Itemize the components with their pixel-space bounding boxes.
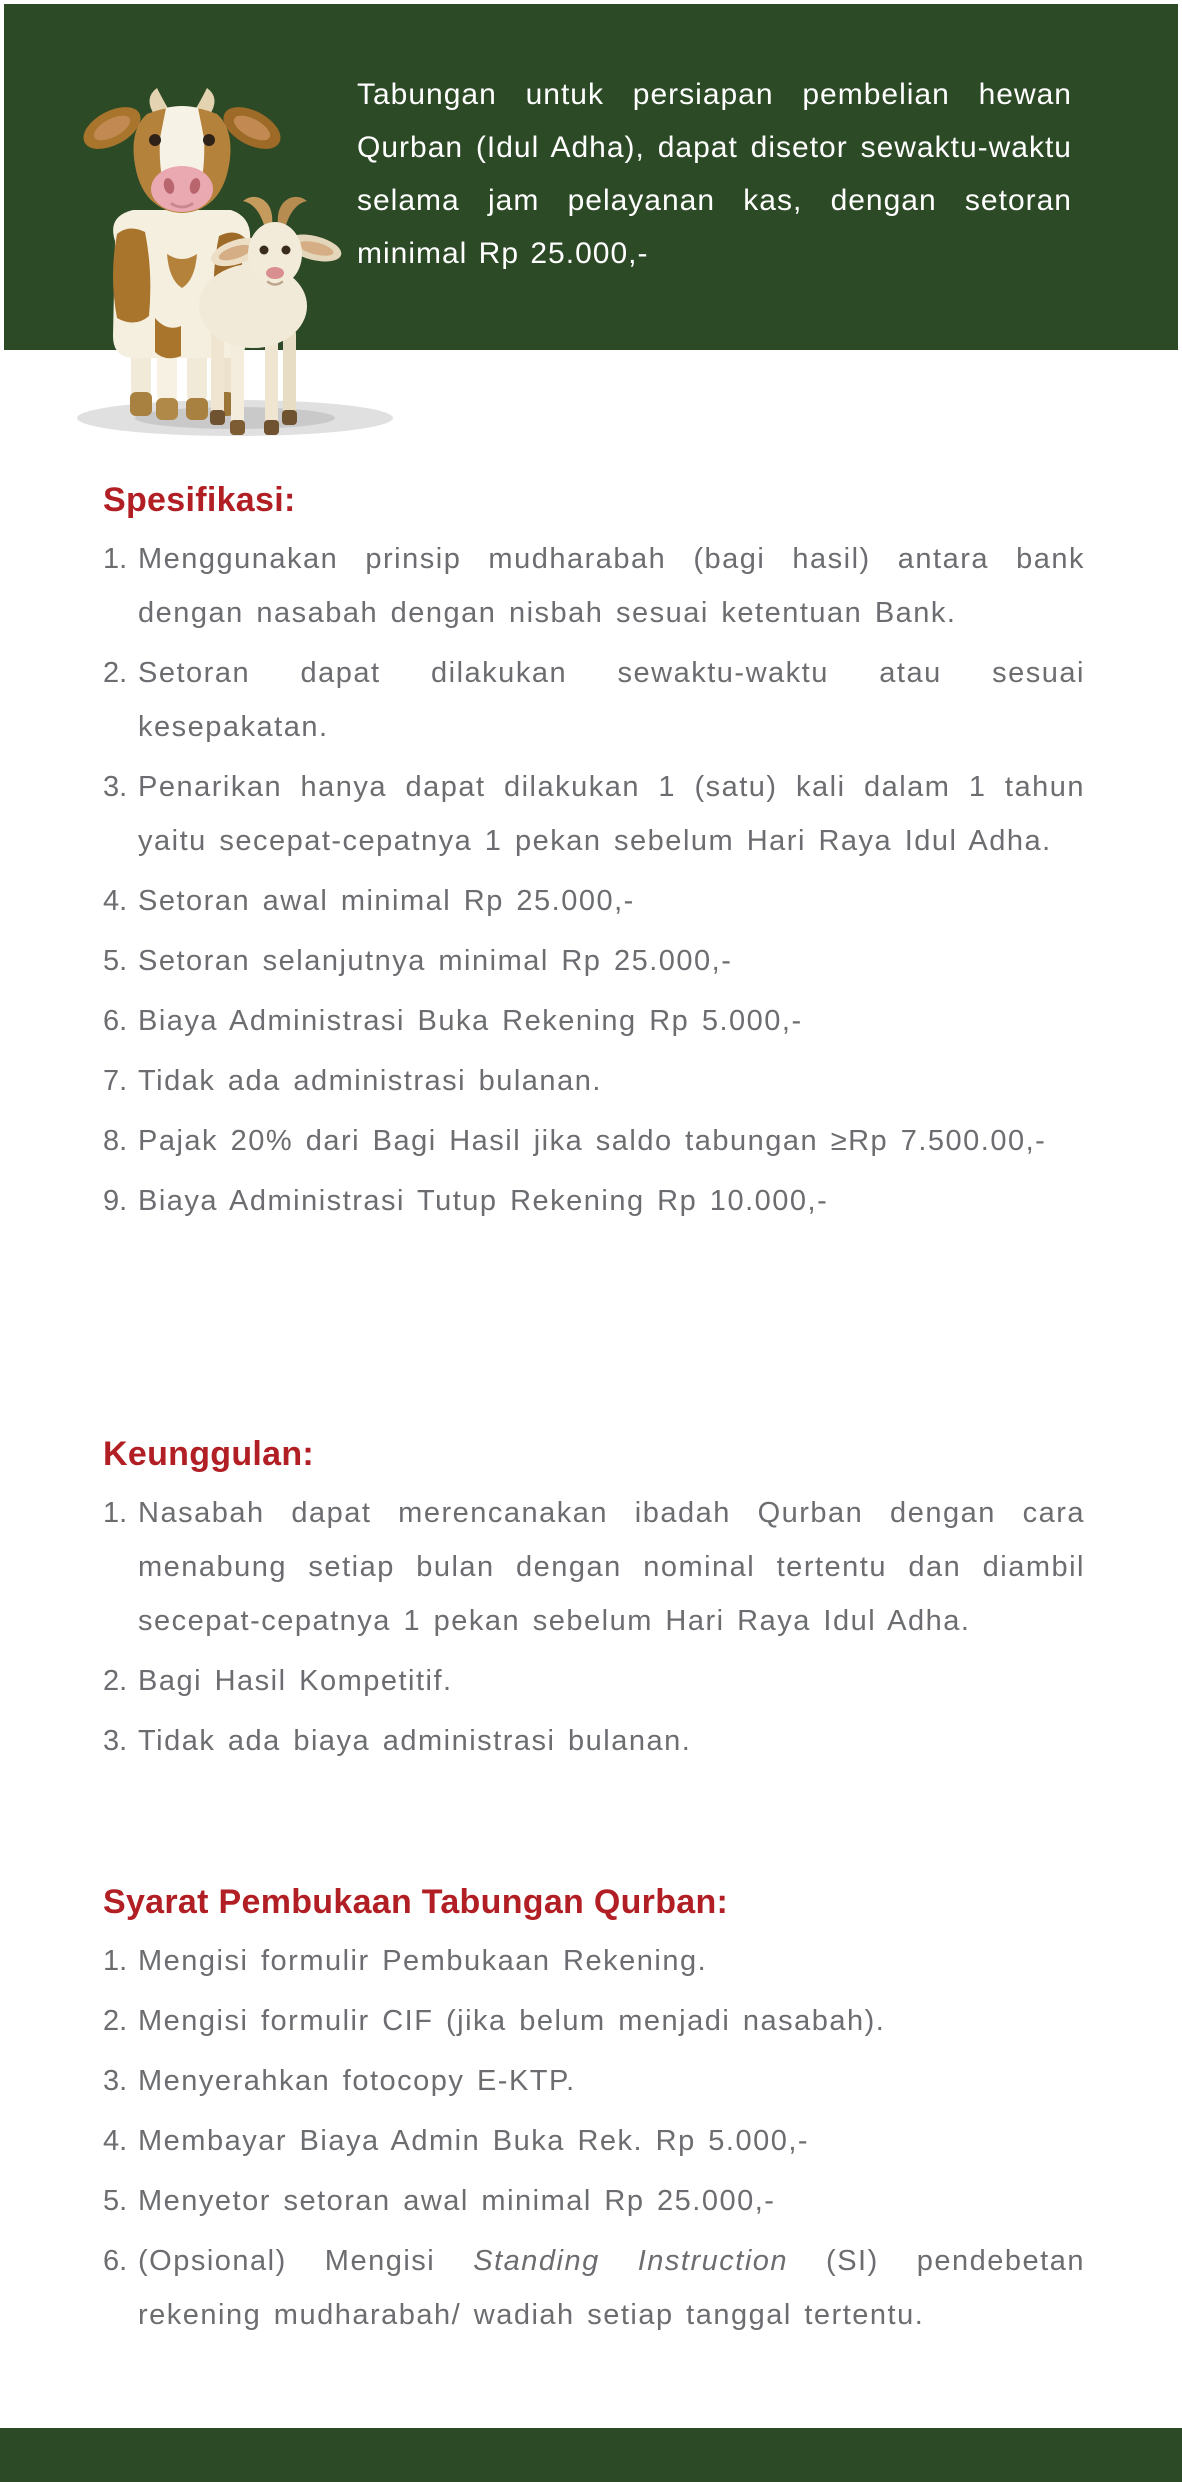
- item-number: 4.: [103, 2125, 128, 2157]
- item-number: 8.: [103, 1125, 128, 1157]
- item-text: Menggunakan prinsip mudharabah (bagi hasil) antara bank dengan nasabah dengan nisbah sesuai ketentuan Bank.: [138, 543, 1085, 629]
- item-text: Setoran selanjutnya minimal Rp 25.000,-: [138, 945, 733, 977]
- item-text: Penarikan hanya dapat dilakukan 1 (satu) kali dalam 1 tahun yaitu secepat-cepatnya 1 pekan sebelum Hari Raya Idul Adha.: [138, 771, 1085, 857]
- footer-bar: [0, 2428, 1182, 2482]
- item-text: [138, 2245, 1085, 2331]
- section-spesifikasi: [103, 480, 1085, 1234]
- section-keunggulan: [103, 1434, 1085, 1774]
- list-item: [103, 1994, 1085, 2048]
- item-text: Biaya Administrasi Tutup Rekening Rp 10.000,-: [138, 1185, 829, 1217]
- item-number: 1.: [103, 1497, 128, 1529]
- item-text-pre: (Opsional) Mengisi: [138, 2245, 474, 2277]
- item-number: 3.: [103, 1725, 128, 1757]
- item-number: 2.: [103, 2005, 128, 2037]
- item-number: 2.: [103, 657, 128, 689]
- list-item: [103, 934, 1085, 988]
- section-title-syarat: Syarat Pembukaan Tabungan Qurban:: [103, 1883, 729, 1921]
- list-item: [103, 2234, 1085, 2342]
- item-text: Mengisi formulir Pembukaan Rekening.: [138, 1945, 708, 1977]
- item-text: Bagi Hasil Kompetitif.: [138, 1665, 453, 1697]
- list-item: [103, 1486, 1085, 1648]
- item-text: Tidak ada biaya administrasi bulanan.: [138, 1725, 692, 1757]
- section-title-keunggulan: Keunggulan:: [103, 1435, 315, 1473]
- item-number: 5.: [103, 945, 128, 977]
- item-text: Biaya Administrasi Buka Rekening Rp 5.000,-: [138, 1005, 803, 1037]
- item-number: 7.: [103, 1065, 128, 1097]
- item-text: Setoran awal minimal Rp 25.000,-: [138, 885, 635, 917]
- item-number: 5.: [103, 2185, 128, 2217]
- list-item: [103, 760, 1085, 868]
- item-number: 9.: [103, 1185, 128, 1217]
- list-item: [103, 646, 1085, 754]
- item-text: Membayar Biaya Admin Buka Rek. Rp 5.000,-: [138, 2125, 810, 2157]
- item-number: 3.: [103, 771, 128, 803]
- item-number: 6.: [103, 2245, 128, 2277]
- item-text-italic: Standing Instruction: [473, 2245, 789, 2277]
- list-item: [103, 1934, 1085, 1988]
- item-text-post: (SI) pendebetan rekening mudharabah/ wadiah setiap tanggal tertentu.: [138, 2245, 1085, 2331]
- list-item: [103, 874, 1085, 928]
- item-text: Mengisi formulir CIF (jika belum menjadi nasabah).: [138, 2005, 886, 2037]
- cow-and-goat-illustration: [55, 66, 435, 446]
- list-item: [103, 1054, 1085, 1108]
- item-number: 1.: [103, 543, 128, 575]
- product-description: Tabungan untuk persiapan pembelian hewan Qurban (Idul Adha), dapat disetor sewaktu-waktu selama jam pelayanan kas, dengan setoran minimal Rp 25.000,-: [357, 78, 1072, 270]
- item-text: Nasabah dapat merencanakan ibadah Qurban dengan cara menabung setiap bulan dengan nominal tertentu dan diambil secepat-cepatnya 1 pekan sebelum Hari Raya Idul Adha.: [138, 1497, 1085, 1637]
- item-number: 2.: [103, 1665, 128, 1697]
- list-item: [103, 2054, 1085, 2108]
- item-text: Setoran dapat dilakukan sewaktu-waktu atau sesuai kesepakatan.: [138, 657, 1085, 743]
- list-item: [103, 2174, 1085, 2228]
- list-item: [103, 2114, 1085, 2168]
- item-text: Pajak 20% dari Bagi Hasil jika saldo tabungan ≥Rp 7.500.00,-: [138, 1125, 1047, 1157]
- item-number: 6.: [103, 1005, 128, 1037]
- item-text: Menyerahkan fotocopy E-KTP.: [138, 2065, 576, 2097]
- cow-and-goat-svg: [55, 66, 435, 446]
- item-number: 1.: [103, 1945, 128, 1977]
- list-item: [103, 1714, 1085, 1768]
- list-item: [103, 1654, 1085, 1708]
- section-title-spesifikasi: Spesifikasi:: [103, 481, 296, 519]
- section-syarat-pembukaan: [103, 1882, 1085, 2348]
- list-item: [103, 1114, 1085, 1168]
- list-item: [103, 994, 1085, 1048]
- item-number: 3.: [103, 2065, 128, 2097]
- item-text: Tidak ada administrasi bulanan.: [138, 1065, 602, 1097]
- item-text: Menyetor setoran awal minimal Rp 25.000,-: [138, 2185, 776, 2217]
- list-item: [103, 532, 1085, 640]
- item-number: 4.: [103, 885, 128, 917]
- list-item: [103, 1174, 1085, 1228]
